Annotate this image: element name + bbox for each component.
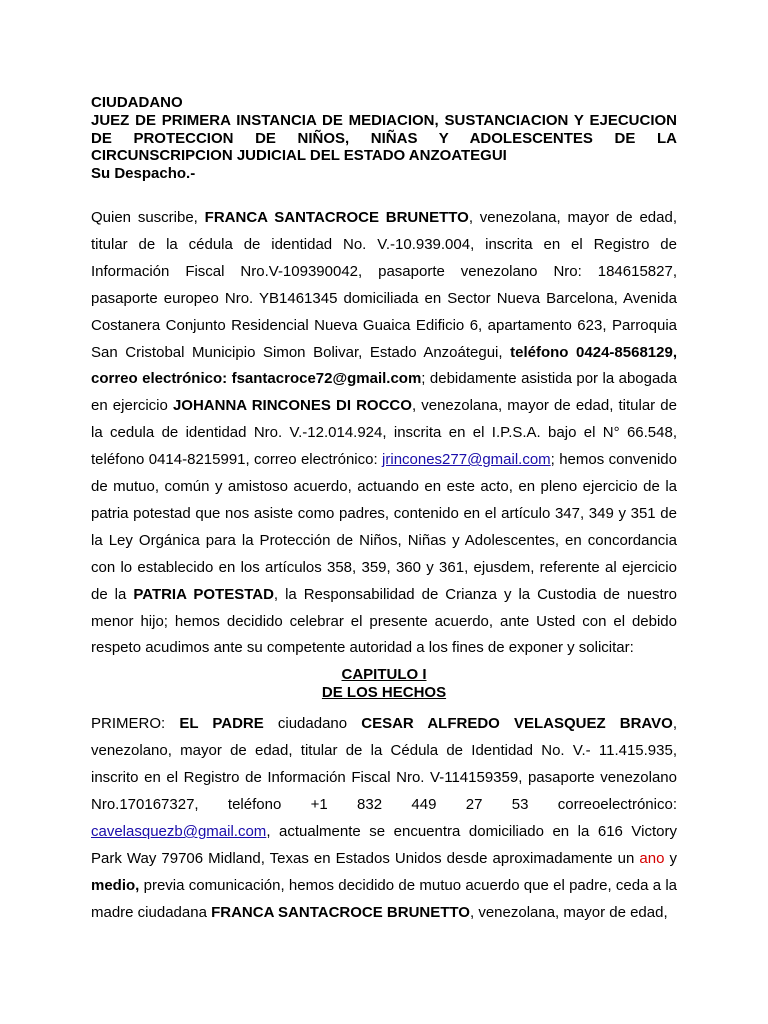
text-segment: PRIMERO: [91, 715, 180, 733]
text-segment: ; debidamente asistida por la abogada en ejercicio [91, 370, 677, 415]
header-line-despacho: Su Despacho.- [91, 165, 196, 183]
text-segment: ciudadano [263, 715, 362, 733]
primero-paragraph [91, 711, 677, 926]
text-segment: Quien suscribe, [91, 208, 205, 226]
text-segment: , venezolano, mayor de edad, titular de la Cédula de Identidad No. V.- 11.415.935, inscrito en el Registro de Información Fiscal Nro. V-114159359, pasaporte venezolano Nro.170167327, teléfono +1 832 449 27 53 correoelectrónico: [91, 715, 677, 814]
bold-word-medio: medio, [91, 876, 140, 894]
lawyer-email-link[interactable]: jrincones277@gmail.com [382, 451, 551, 469]
text-segment: y [664, 849, 677, 867]
chapter-heading [91, 666, 677, 702]
document-page [91, 94, 677, 927]
text-segment: previa comunicación, hemos decidido de mutuo acuerdo que el padre, ceda a la madre ciudadana [91, 876, 677, 921]
father-label: EL PADRE [179, 715, 264, 733]
patria-potestad-term: PATRIA POTESTAD [133, 585, 274, 603]
text-segment: ; hemos convenido de mutuo, común y amistoso acuerdo, actuando en este acto, en pleno ejercicio de la patria potestad que nos asiste como padres, contenido en el artículo 347, 349 y 351 de la Ley Orgánica para la Protección de Niños, Niñas y Adolescentes, en concordancia con lo establecido en los artículos 358, 359, 360 y 361, ejusdem, referente al ejercicio de la [91, 451, 677, 603]
highlighted-word: ano [639, 849, 665, 867]
father-name: CESAR ALFREDO VELASQUEZ BRAVO [361, 715, 673, 733]
text-segment: , venezolana, mayor de edad, titular de la cédula de identidad No. V.-10.939.004, inscrita en el Registro de Información Fiscal Nro.V-109390042, pasaporte venezolano Nro: 184615827, pasaporte europeo Nro. YB1461345 domiciliada en Sector Nueva Barcelona, Avenida Costanera Conjunto Residencial Nueva Guaica Edificio 6, apartamento 623, Parroquia San Cristobal Municipio Simon Bolivar, Estado Anzoátegui, [91, 208, 677, 361]
mother-name: FRANCA SANTACROCE BRUNETTO [204, 208, 469, 226]
header-line-proteccion: DE PROTECCION DE NIÑOS, NIÑAS Y ADOLESCENTES DE LA [91, 129, 677, 147]
text-segment: , venezolana, mayor de edad, titular de la cedula de identidad Nro. V.-12.014.924, inscrita en el I.P.S.A. bajo el N° 66.548, teléfono 0414-8215991, correo electrónico: [91, 397, 677, 469]
father-email-link[interactable]: cavelasquezb@gmail.com [91, 823, 267, 841]
lawyer-name: JOHANNA RINCONES DI ROCCO [172, 397, 412, 415]
header-line-juez: JUEZ DE PRIMERA INSTANCIA DE MEDIACION, SUSTANCIACION Y EJECUCION [91, 111, 677, 129]
chapter-subtitle: DE LOS HECHOS [321, 684, 447, 702]
mother-contact: teléfono 0424-8568129, correo electrónico: fsantacroce72@gmail.com [91, 343, 677, 388]
text-segment: , venezolana, mayor de edad, [469, 903, 668, 921]
addressee-header [91, 94, 677, 183]
text-segment: , actualmente se encuentra domiciliado en la 616 Victory Park Way 79706 Midland, Texas en Estados Unidos desde aproximadamente un [91, 823, 677, 867]
chapter-title: CAPITULO I [341, 666, 427, 684]
opening-paragraph [91, 205, 677, 662]
header-line-ciudadano: CIUDADANO [91, 94, 183, 111]
header-line-circunscripcion: CIRCUNSCRIPCION JUDICIAL DEL ESTADO ANZOATEGUI [91, 147, 507, 165]
mother-name-repeat: FRANCA SANTACROCE BRUNETTO [211, 903, 470, 921]
text-segment: , la Responsabilidad de Crianza y la Custodia de nuestro menor hijo; hemos decidido celebrar el presente acuerdo, ante Usted con el debido respeto acudimos ante su competente autoridad a los fines de exponer y solicitar: [91, 585, 677, 657]
